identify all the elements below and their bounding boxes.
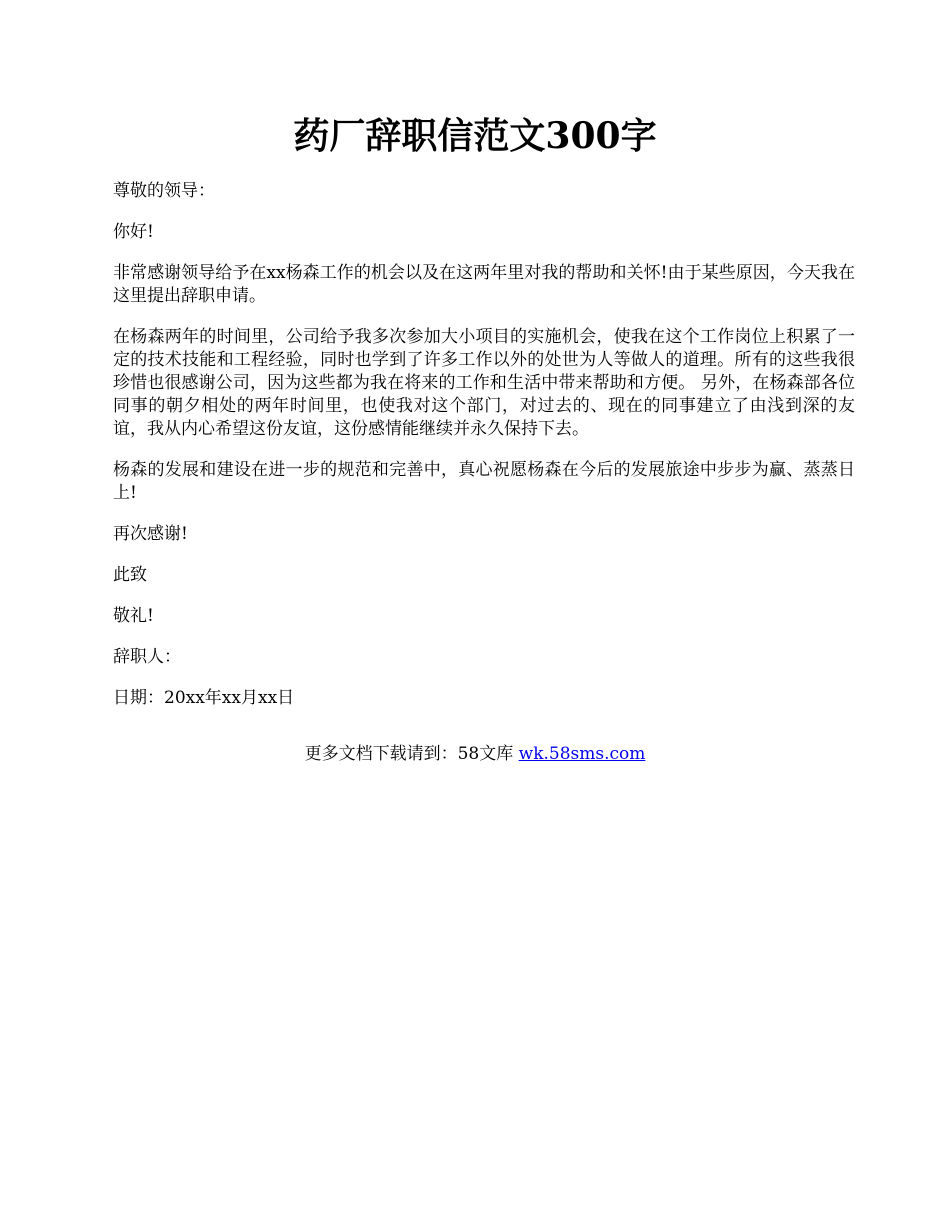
signature-line: 辞职人： <box>113 647 181 667</box>
footer-link[interactable]: wk.58sms.com <box>518 744 646 764</box>
letter-body <box>113 180 855 728</box>
closing-salute: 敬礼! <box>113 606 154 626</box>
greeting: 你好! <box>113 222 154 242</box>
closing-line: 此致 <box>113 565 147 585</box>
date-line: 日期：20xx年xx月xx日 <box>113 688 295 708</box>
paragraph-experience: 在杨森两年的时间里，公司给予我多次参加大小项目的实施机会，使我在这个工作岗位上积累了一定的技术技能和工程经验，同时也学到了许多工作以外的处世为人等做人的道理。所有的这些我很珍惜也很感谢公司，因为这些都为我在将来的工作和生活中带来帮助和方便。 另外，在杨森部各位同事的朝夕相处的两年时间里，也使我对这个部门，对过去的、现在的同事建立了由浅到深的友谊，我从内心希望这份友谊，这份感情能继续并永久保持下去。 <box>113 327 855 439</box>
thanks-again: 再次感谢! <box>113 524 188 544</box>
paragraph-wishes: 杨森的发展和建设在进一步的规范和完善中，真心祝愿杨森在今后的发展旅途中步步为赢、蒸蒸日上! <box>113 460 855 503</box>
document-title: 药厂辞职信范文300字 <box>293 115 657 157</box>
paragraph-thanks: 非常感谢领导给予在xx杨森工作的机会以及在这两年里对我的帮助和关怀!由于某些原因，今天我在这里提出辞职申请。 <box>113 263 855 306</box>
footer-text: 更多文档下载请到：58文库 <box>304 744 519 764</box>
salutation: 尊敬的领导： <box>113 181 215 201</box>
download-footer <box>0 742 950 766</box>
